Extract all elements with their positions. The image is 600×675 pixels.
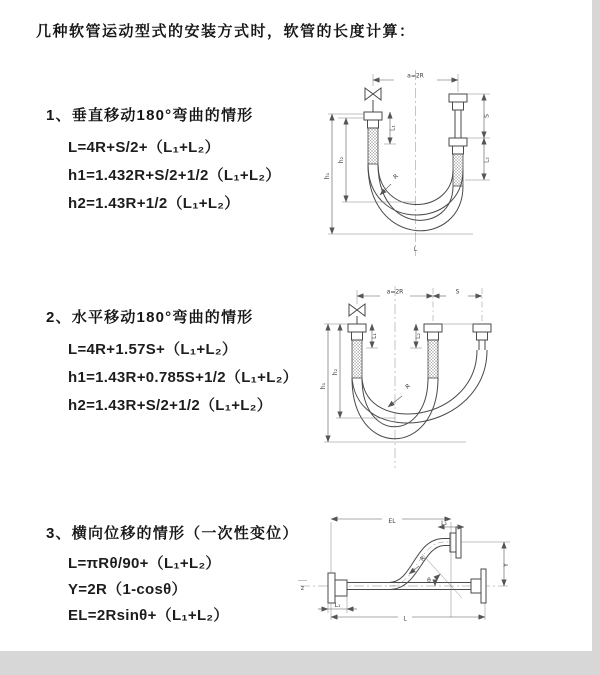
section-horizontal-movement (46, 306, 346, 436)
formula-line: L=πRθ/90+（L₁+L₂） (68, 555, 221, 572)
displaced-flange-assembly (450, 527, 461, 558)
dim-label-l2: L₂ (483, 157, 491, 163)
scan-edge-bottom (0, 651, 600, 675)
formula-line: h1=1.43R+0.785S+1/2（L₁+L₂） (68, 369, 298, 386)
length-label: L (403, 615, 407, 623)
section-heading: 2、水平移动180°弯曲的情形 (46, 309, 254, 326)
dim-label-l2: L₂ (415, 333, 422, 339)
diagram-horizontal-180-bend (316, 280, 588, 472)
section-heading: 1、垂直移动180°弯曲的情形 (46, 107, 254, 124)
s-curve-hose (347, 539, 450, 590)
formula-line: h2=1.43R+1/2（L₁+L₂） (68, 195, 240, 212)
radius-label: R (404, 382, 412, 391)
dim-label-l1: L₁ (389, 125, 397, 131)
scan-edge-right (592, 0, 600, 675)
right-pipe-assembly (442, 324, 491, 350)
left-flange-assembly (328, 573, 347, 603)
radius-label: R (392, 172, 400, 181)
middle-pipe-assembly (424, 324, 442, 378)
angle-label: θ (427, 577, 431, 585)
valve-icon (365, 88, 381, 112)
dim-label-l1: L₁ (334, 601, 341, 609)
dim-label-a2r: a=2R (407, 72, 424, 80)
left-pipe-assembly (364, 112, 382, 164)
radius-label: R (419, 554, 427, 563)
dim-label-l2: L₂ (441, 519, 447, 527)
break-mark-label: z (300, 585, 305, 592)
formula-line: h1=1.432R+S/2+1/2（L₁+L₂） (68, 167, 281, 184)
dim-label-h1: h₁ (320, 382, 327, 390)
left-pipe-assembly (348, 324, 366, 378)
page-title: 几种软管运动型式的安装方式时，软管的长度计算： (36, 23, 416, 40)
dim-label-y: Y (503, 563, 510, 567)
formula-line: L=4R+1.57S+（L₁+L₂） (68, 341, 238, 358)
formula-line: L=4R+S/2+（L₁+L₂） (68, 139, 220, 156)
dim-label-l1: L₁ (371, 333, 378, 339)
dim-label-s: S (483, 114, 491, 118)
section-heading: 3、横向位移的情形（一次性变位） (46, 525, 299, 542)
diagram-vertical-180-bend (318, 64, 586, 264)
dim-label-a2r: a=2R (386, 288, 404, 296)
right-pipe-assembly (449, 94, 467, 186)
u-bend-hose (352, 350, 487, 439)
dim-label-h1: h₁ (324, 172, 331, 180)
section-vertical-movement (46, 104, 346, 234)
braided-hose-section (368, 128, 378, 164)
dim-label-s: S (455, 288, 460, 296)
valve-icon (349, 304, 365, 324)
braided-hose-section (428, 340, 438, 378)
formula-line: EL=2Rsinθ+（L₁+L₂） (68, 607, 229, 624)
dim-label-h2: h₂ (338, 156, 345, 164)
braided-hose-section (352, 340, 362, 378)
length-label: L (413, 246, 418, 253)
dim-label-h2: h₂ (332, 368, 339, 376)
dim-label-el: EL (388, 517, 396, 525)
dimension-lines (324, 290, 482, 442)
formula-line: h2=1.43R+S/2+1/2（L₁+L₂） (68, 397, 273, 414)
diagram-lateral-displacement (294, 496, 600, 654)
formula-line: Y=2R（1-cosθ） (68, 581, 187, 598)
